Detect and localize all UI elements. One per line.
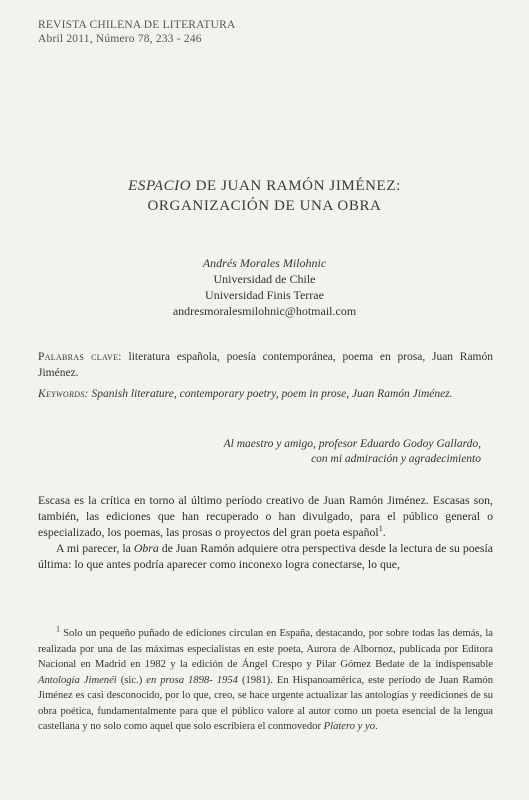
footnote-reference: 1	[378, 524, 383, 534]
article-title-line1	[0, 178, 529, 195]
author-email: andresmoralesmilohnic@hotmail.com	[172, 304, 357, 318]
p2-text-a: A mi parecer, la	[56, 541, 134, 555]
keywords-spanish	[38, 349, 493, 381]
author-name: Andrés Morales Milohnic	[202, 256, 327, 270]
keywords-en-text: Spanish literature, contemporary poetry, poem in prose, Juan Ramón Jiménez.	[88, 388, 453, 400]
dedication-line2: con mi admiración y agradecimiento	[311, 453, 481, 465]
footnote-1	[38, 626, 493, 735]
fn-text-d: .	[375, 721, 378, 732]
fn-text-c: (1981). En Hispanoamérica, este período de Juan Ramón Jiménez es casi desconocido, por lo que, creo, se hace urgente actualizar las antologías y reediciones de su obra poética, fundamentalmente para que el público valore al autor como un poeta esencial de la lengua castellana y no solo como aquel que solo escribiera el conmovedor	[38, 674, 494, 732]
issue-info: Abril 2011, Número 78, 233 - 246	[38, 33, 202, 45]
fn-text-b: (sic.)	[116, 674, 147, 686]
dedication-line1: Al maestro y amigo, profesor Eduardo Godoy Gallardo,	[223, 438, 481, 450]
keywords-en-label: Keywords:	[38, 388, 89, 400]
body-paragraph-1	[38, 492, 493, 540]
fn-italic-1: Antología Jimenéi	[38, 674, 117, 686]
author-affiliation-2: Universidad Finis Terrae	[205, 288, 324, 302]
p1-end: .	[382, 525, 386, 539]
p2-text-b: de Juan Ramón adquiere otra perspectiva desde la lectura de su poesía última: lo que antes podría aparecer como inconexo logra conectarse, lo que,	[38, 541, 493, 571]
article-title-line2: ORGANIZACIÓN DE UNA OBRA	[147, 198, 382, 214]
p1-text: Escasa es la crítica en torno al último período creativo de Juan Ramón Jiménez. Escasas son, también, las ediciones que han recuperado o han divulgado, para el público general o especializado, los poemas, las prosas o proyectos del gran poeta español	[38, 493, 493, 539]
keywords-es-label: Palabras clave:	[38, 351, 122, 363]
keywords-english	[38, 386, 493, 402]
title-line1-rest: DE JUAN RAMÓN JIMÉNEZ:	[191, 178, 401, 194]
author-affiliation-1: Universidad de Chile	[213, 272, 316, 286]
fn-italic-3: Platero y yo	[323, 721, 376, 732]
journal-name: REVISTA CHILENA DE LITERATURA	[38, 19, 236, 31]
fn-italic-2: en prosa 1898- 1954	[146, 674, 238, 686]
fn-text-a: Solo un pequeño puñado de ediciones circulan en España, destacando, por sobre todas las demás, la realizada por una de las máximas especialistas en este poeta, Aurora de Albornoz, publicada por Editora Nacional en Madrid en 1982 y la edición de Ángel Crespo y Pilar Gómez Bedate de la indispensable	[38, 628, 493, 670]
running-head	[38, 18, 236, 46]
footnote-mark: 1	[56, 624, 60, 634]
p2-italic: Obra	[133, 541, 159, 555]
keywords-es-text: literatura española, poesía contemporánea, poema en prosa, Juan Ramón Jiménez.	[38, 351, 493, 379]
title-italic-word: ESPACIO	[128, 178, 192, 194]
body-paragraph-2	[38, 540, 493, 572]
